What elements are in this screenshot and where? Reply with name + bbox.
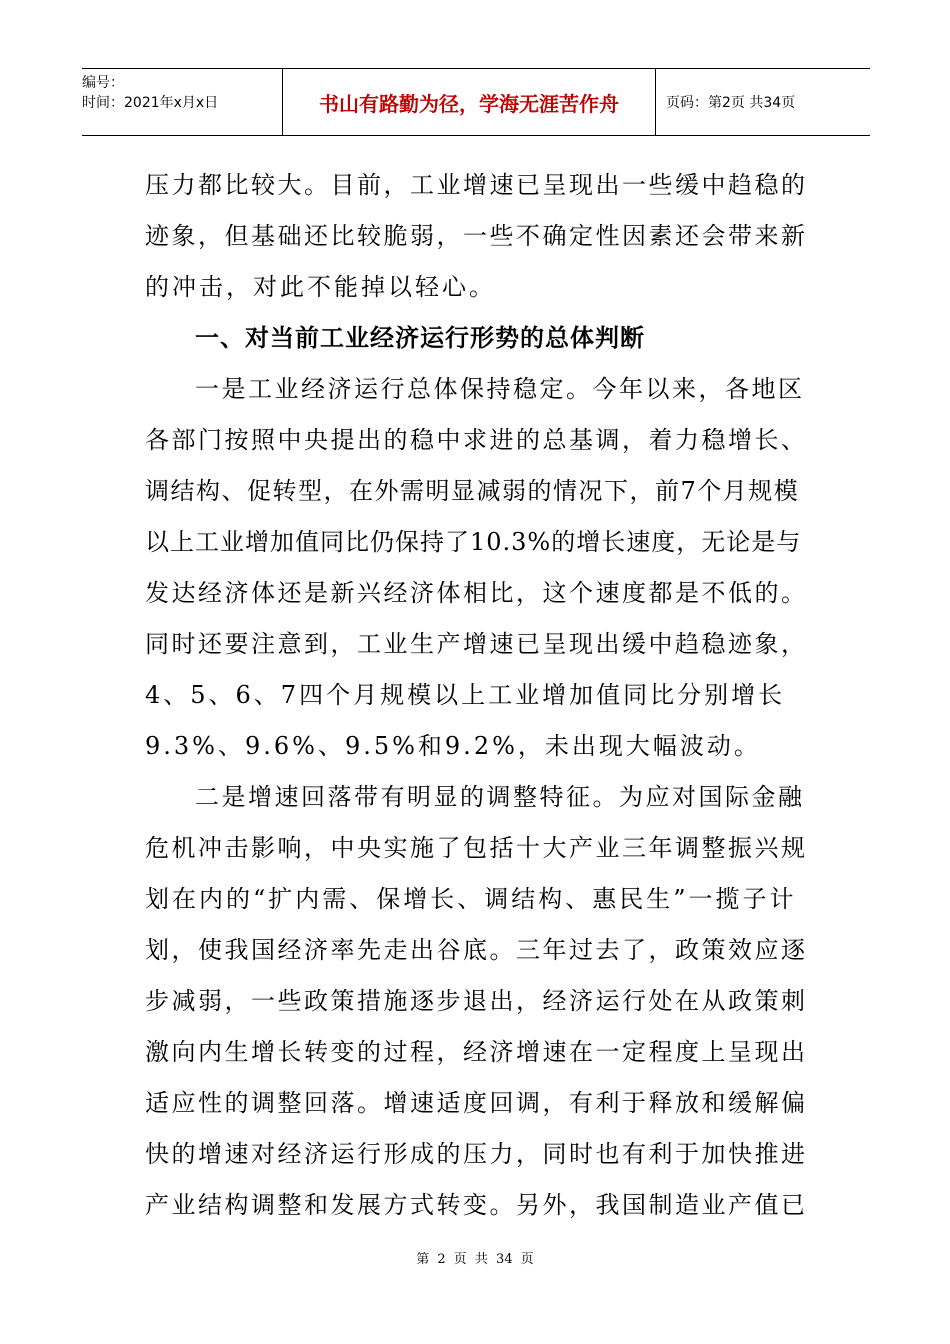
body-text-line: 各部门按照中央提出的稳中求进的总基调，着力稳增长、	[145, 426, 808, 454]
body-text-line: 步减弱，一些政策措施逐步退出，经济运行处在从政策刺	[145, 987, 808, 1015]
body-text-line: 划在内的“扩内需、保增长、调结构、惠民生”一揽子计	[145, 885, 797, 913]
body-text-line: 危机冲击影响，中央实施了包括十大产业三年调整振兴规	[145, 834, 808, 862]
document-number-label: 编号：	[82, 75, 124, 91]
body-text-line: 适应性的调整回落。增速适度回调，有利于释放和缓解偏	[145, 1089, 808, 1117]
body-text-line: 发达经济体还是新兴经济体相比，这个速度都是不低的。	[145, 579, 808, 607]
document-time-label: 时间：2021年x月x日	[82, 95, 219, 111]
body-text-line: 迹象，但基础还比较脆弱，一些不确定性因素还会带来新	[145, 222, 808, 250]
page-header	[82, 68, 870, 136]
body-text-line: 调结构、促转型，在外需明显减弱的情况下，前7个月规模	[145, 477, 800, 505]
section-heading: 一、对当前工业经济运行形势的总体判断	[195, 324, 645, 352]
body-text-line: 压力都比较大。目前，工业增速已呈现出一些缓中趋稳的	[145, 171, 808, 199]
body-text-line: 的冲击，对此不能掉以轻心。	[145, 273, 496, 301]
body-text-line: 产业结构调整和发展方式转变。另外，我国制造业产值已	[145, 1191, 808, 1219]
document-body	[145, 160, 810, 1231]
body-text-line: 激向内生增长转变的过程，经济增速在一定程度上呈现出	[145, 1038, 808, 1066]
body-text-line: 4、5、6、7四个月规模以上工业增加值同比分别增长	[145, 681, 786, 709]
body-text-line: 一是工业经济运行总体保持稳定。今年以来，各地区	[195, 375, 805, 403]
body-text-line: 划，使我国经济率先走出谷底。三年过去了，政策效应逐	[145, 936, 808, 964]
header-meta	[82, 69, 282, 135]
body-text-line: 9.3%、9.6%、9.5%和9.2%，未出现大幅波动。	[145, 732, 761, 760]
page-footer: 第 2 页 共 34 页	[416, 1252, 534, 1267]
body-text-line: 快的增速对经济运行形成的压力，同时也有利于加快推进	[145, 1140, 808, 1168]
header-motto: 书山有路勤为径，学海无涯苦作舟	[282, 69, 656, 135]
body-text-line: 同时还要注意到，工业生产增速已呈现出缓中趋稳迹象，	[145, 630, 808, 658]
body-text-line: 以上工业增加值同比仍保持了10.3%的增长速度，无论是与	[145, 528, 802, 556]
body-text-line: 二是增速回落带有明显的调整特征。为应对国际金融	[195, 783, 805, 811]
header-page-info: 页码：第2页 共34页	[666, 95, 796, 111]
